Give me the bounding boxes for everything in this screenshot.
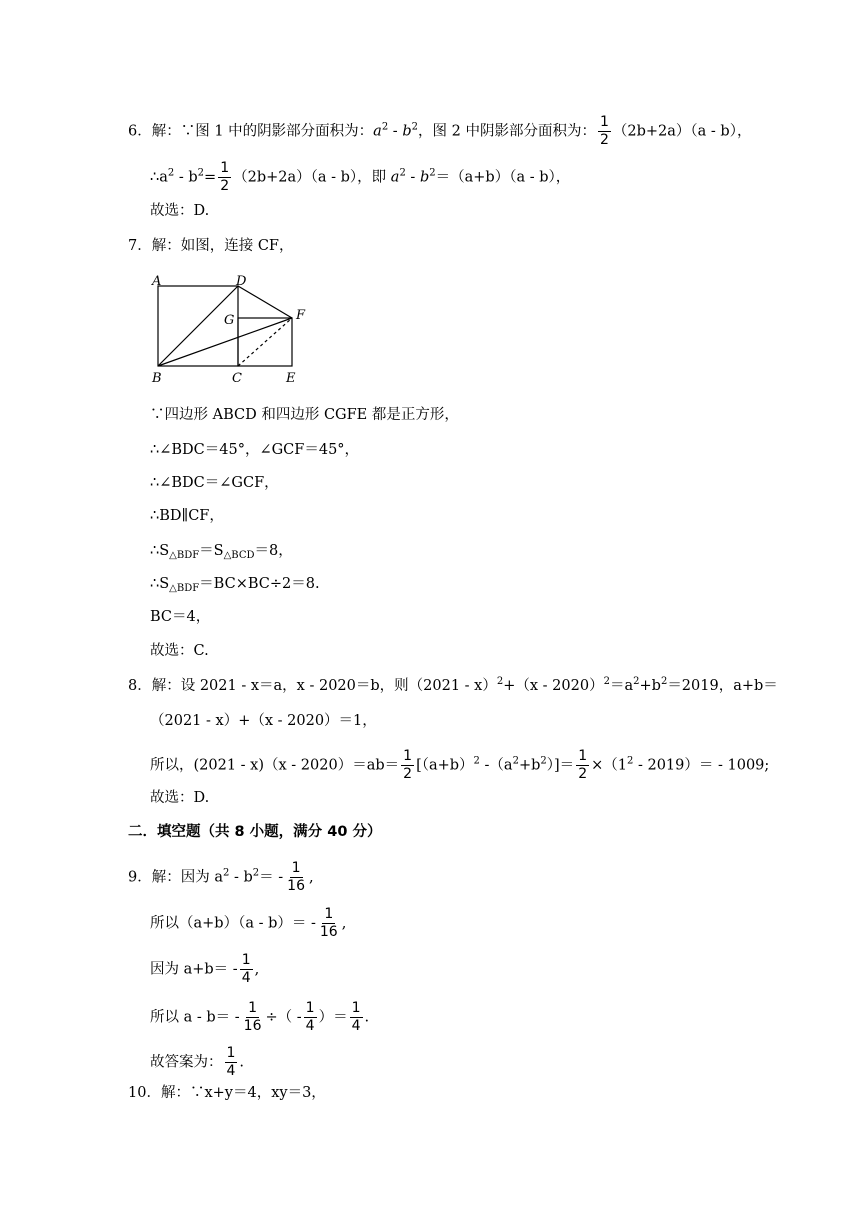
q8-text: ）]＝ — [546, 757, 575, 774]
frac-num: 1 — [403, 748, 413, 764]
var-a: a — [373, 123, 382, 140]
q9-text: 因为 a+b＝ - — [150, 961, 238, 978]
sup: 2 — [660, 676, 668, 687]
sup: 2 — [411, 121, 418, 133]
q8-line3 — [150, 748, 769, 783]
q9-text: 故答案为： — [150, 1054, 223, 1071]
sup: 2 — [633, 676, 640, 687]
sup: 2 — [496, 676, 504, 687]
label-c: C — [232, 371, 242, 386]
q9-text: ）＝ — [318, 1009, 348, 1026]
q8-line1 — [128, 676, 778, 696]
fraction — [285, 860, 307, 895]
frac-den: 4 — [305, 1018, 315, 1034]
q9-text: 9．解：因为 a — [128, 869, 223, 886]
q9-line1 — [128, 860, 314, 895]
sup: 2 — [381, 121, 389, 133]
q7-line8: BC＝4， — [150, 609, 211, 625]
frac-den: 2 — [599, 132, 609, 148]
q8-text: ＝a — [609, 678, 634, 694]
q9-text: ÷（ - — [265, 1009, 302, 1026]
q9-text: , — [254, 961, 260, 978]
q8-line2: （2021 - x）+（x - 2020）＝1， — [150, 713, 377, 729]
q6-text: 6．解：∵图 1 中的阴影部分面积为： — [128, 123, 374, 140]
frac-num: 1 — [220, 160, 230, 176]
segment-df — [238, 286, 292, 318]
q7-text: ∴S — [150, 576, 170, 592]
fraction — [304, 1000, 317, 1035]
fraction — [240, 952, 253, 987]
q7-line1: 7．解：如图，连接 CF， — [128, 238, 294, 254]
q9-text: . — [364, 1009, 370, 1026]
q6-text: （2b+2a）（a - b）， — [612, 123, 752, 140]
q7-line7 — [150, 574, 320, 594]
frac-den: 4 — [226, 1063, 236, 1079]
sup: 2 — [603, 676, 610, 687]
sub: △BCD — [223, 550, 255, 561]
q8-text: 所以，(2021 - x)（x - 2020）＝ab＝ — [150, 757, 400, 774]
q8-text: ×（1 — [591, 757, 627, 774]
q9-line4 — [150, 1000, 369, 1035]
q7-figure — [148, 272, 313, 387]
q6-text: - b — [174, 169, 198, 186]
q9-line2 — [150, 906, 346, 941]
q6-line3: 故选：D. — [150, 203, 210, 219]
frac-num: 1 — [241, 952, 251, 968]
sup: 2 — [512, 755, 519, 767]
q7-line4: ∴∠BDC＝∠GCF， — [150, 475, 279, 491]
q7-text: ∴S — [150, 543, 170, 559]
sup: 2 — [429, 167, 436, 179]
q8-line4: 故选：D. — [150, 790, 210, 806]
section-title: 二．填空题（共 8 小题，满分 40 分） — [128, 824, 382, 840]
q7-line9: 故选：C. — [150, 643, 209, 659]
frac-den: 16 — [319, 924, 338, 940]
fraction-half — [401, 748, 414, 783]
q8-text: +（x - 2020） — [503, 678, 604, 694]
q7-text: ＝8， — [254, 543, 293, 559]
sub: △BDF — [169, 550, 200, 561]
frac-num: 1 — [291, 860, 301, 876]
frac-num: 1 — [599, 114, 609, 130]
q7-line2: ∵四边形 ABCD 和四边形 CGFE 都是正方形， — [150, 407, 459, 423]
frac-num: 1 — [248, 1000, 258, 1016]
q9-text: ＝ - — [259, 869, 284, 886]
label-a: A — [152, 274, 162, 289]
q6-text: ＝（a+b）（a - b）， — [435, 169, 571, 186]
q6-text: ∴a — [150, 169, 168, 186]
frac-den: 4 — [351, 1018, 361, 1034]
fraction — [350, 1000, 363, 1035]
q7-line5: ∴BD∥CF， — [150, 508, 224, 524]
q6-line1 — [128, 114, 751, 149]
label-d: D — [236, 274, 247, 289]
q9-text: 所以（a+b）（a - b）＝ - — [150, 915, 316, 932]
q8-text: 8．解：设 2021 - x＝a，x - 2020＝b，则（2021 - x） — [128, 678, 497, 694]
q8-text: +b — [639, 678, 661, 694]
fraction — [318, 906, 340, 941]
q8-text: ＝2019，a+b＝ — [667, 678, 778, 694]
q7-line6 — [150, 541, 293, 561]
fraction — [242, 1000, 264, 1035]
q10-line1: 10．解：∵x+y＝4，xy＝3， — [128, 1085, 326, 1101]
sup: 2 — [167, 167, 175, 179]
q7-line3: ∴∠BDC＝45°，∠GCF＝45°， — [150, 442, 360, 458]
frac-num: 1 — [578, 748, 588, 764]
var-b: b — [402, 123, 412, 140]
frac-num: 1 — [226, 1045, 236, 1061]
minus: - — [388, 123, 403, 140]
frac-den: 2 — [220, 178, 230, 194]
segment-cf-dashed — [238, 318, 292, 366]
fraction-half — [576, 748, 589, 783]
sup: 2 — [197, 167, 205, 179]
frac-num: 1 — [324, 906, 334, 922]
label-g: G — [224, 313, 235, 328]
q9-text: . — [239, 1054, 245, 1071]
q9-text: , — [341, 915, 347, 932]
q8-text: -（a — [479, 757, 513, 774]
q6-text: （2b+2a）（a - b），即 — [233, 169, 391, 186]
sup: 2 — [222, 867, 230, 879]
sup: 2 — [473, 755, 480, 767]
q9-text: - b — [229, 869, 253, 886]
label-e: E — [286, 371, 296, 386]
label-f: F — [296, 308, 306, 323]
q9-line3 — [150, 952, 259, 987]
frac-den: 2 — [578, 766, 588, 782]
var-b: b — [419, 169, 430, 186]
fraction-half — [218, 160, 231, 195]
q7-text: ＝BC×BC÷2＝8. — [199, 576, 320, 592]
frac-den: 16 — [287, 878, 305, 894]
fraction — [225, 1045, 238, 1080]
q7-text: ＝S — [199, 543, 224, 559]
q9-text: 所以 a - b＝ - — [150, 1009, 240, 1026]
frac-den: 4 — [241, 970, 251, 986]
fraction-half — [598, 114, 611, 149]
q6-text: = — [204, 169, 217, 186]
q8-text: [（a+b） — [416, 757, 474, 774]
minus: - — [405, 169, 420, 186]
sub: △BDF — [169, 583, 200, 594]
var-a: a — [390, 169, 400, 186]
sup: 2 — [626, 755, 634, 767]
q6-text: ，图 2 中阴影部分面积为： — [418, 123, 596, 140]
sup: 2 — [399, 167, 406, 179]
frac-num: 1 — [305, 1000, 315, 1016]
q8-text: +b — [518, 757, 541, 774]
q6-line2 — [150, 160, 570, 195]
q8-text: - 2019）＝ - 1009; — [633, 757, 770, 774]
frac-den: 16 — [243, 1018, 262, 1034]
frac-num: 1 — [351, 1000, 361, 1016]
q9-text: , — [308, 869, 314, 886]
sup: 2 — [252, 867, 260, 879]
q9-line5 — [150, 1045, 244, 1080]
frac-den: 2 — [403, 766, 413, 782]
label-b: B — [152, 371, 162, 386]
sup: 2 — [540, 755, 547, 767]
